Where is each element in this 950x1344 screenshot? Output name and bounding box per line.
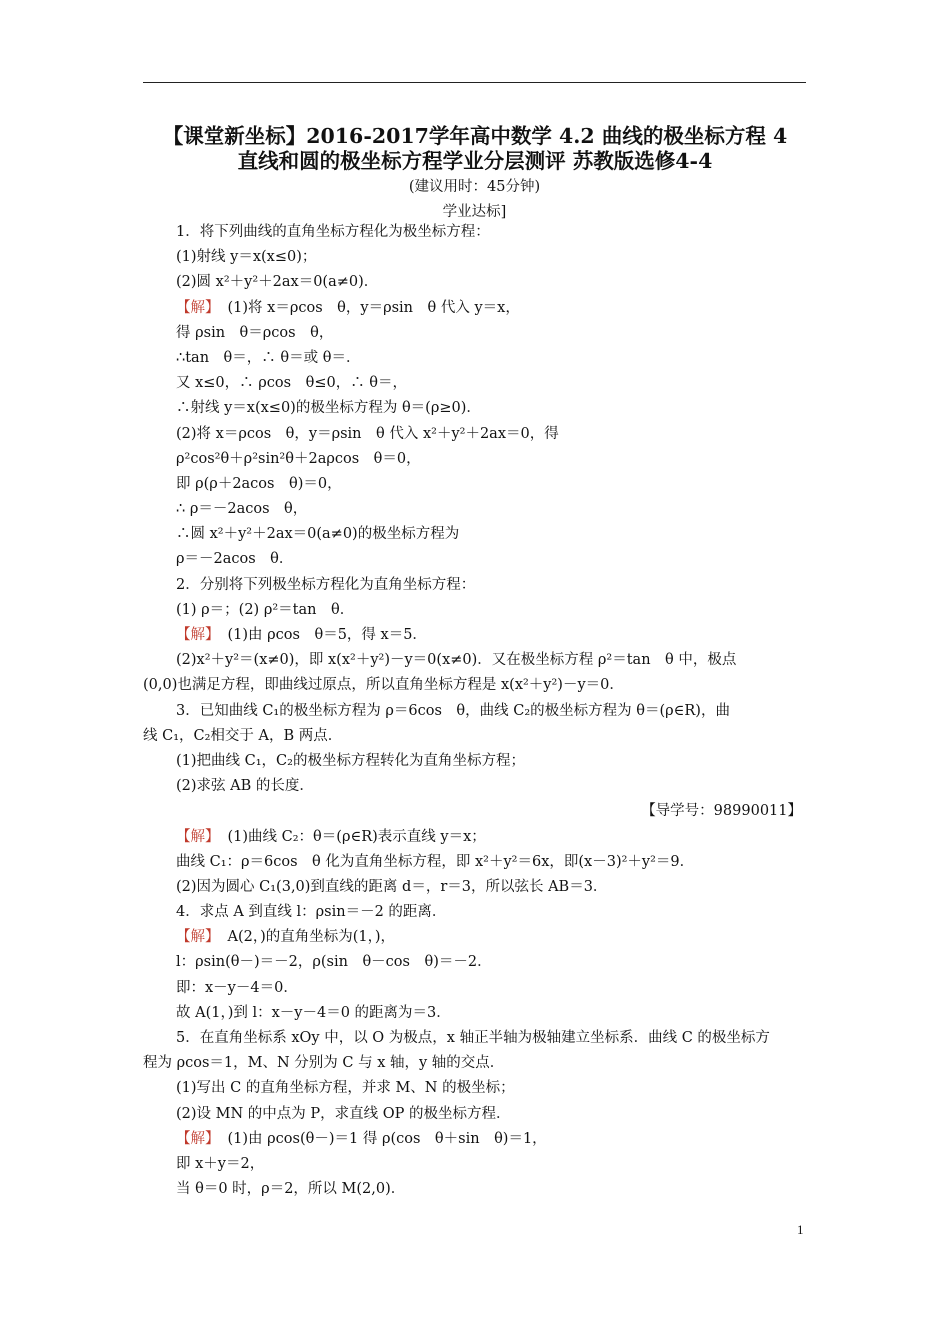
- line-text: (1)由 ρcos(θ－)＝1 得 ρ(cos θ＋sin θ)＝1，: [227, 1130, 547, 1147]
- line-text: (2)x²＋y²＝(x≠0)，即 x(x²＋y²)－y＝0(x≠0)．又在极坐标方程 ρ²＝tan θ 中，极点: [176, 652, 737, 669]
- line-text: (1)射线 y＝x(x≤0)；: [176, 249, 317, 266]
- text-line: [143, 673, 806, 698]
- line-text: (2)圆 x²＋y²＋2ax＝0(a≠0)．: [176, 274, 379, 291]
- line-text: 3．已知曲线 C₁的极坐标方程为 ρ＝6cos θ，曲线 C₂的极坐标方程为 θ＝(ρ∈R)，曲: [176, 702, 730, 719]
- text-line: [143, 950, 806, 975]
- line-text: (0,0)也满足方程，即曲线过原点，所以直角坐标方程是 x(x²＋y²)－y＝0．: [143, 677, 624, 694]
- line-text: 即 ρ(ρ＋2acos θ)＝0，: [176, 475, 342, 492]
- line-text: ρ²cos²θ＋ρ²sin²θ＋2aρcos θ＝0，: [176, 450, 421, 467]
- line-text: (1)将 x＝ρcos θ，y＝ρsin θ 代入 y＝x，: [227, 299, 520, 316]
- text-line: [143, 296, 806, 321]
- solution-tag: 【解】: [176, 1130, 220, 1147]
- text-line: [143, 774, 806, 799]
- line-text: (1)写出 C 的直角坐标方程，并求 M、N 的极坐标；: [176, 1080, 515, 1097]
- line-text: 得 ρsin θ＝ρcos θ，: [176, 324, 334, 341]
- line-text: A(2，)的直角坐标为(1，)，: [227, 929, 396, 946]
- title-line-1: 【课堂新坐标】2016-2017学年高中数学 4.2 曲线的极坐标方程 4: [162, 124, 788, 148]
- line-text: 故 A(1，)到 l：x－y－4＝0 的距离为＝3．: [176, 1004, 451, 1021]
- text-line: [143, 321, 806, 346]
- text-line: [143, 522, 806, 547]
- text-line: [143, 573, 806, 598]
- line-text: 2．分别将下列极坐标方程化为直角坐标方程：: [176, 576, 476, 593]
- line-text: 线 C₁，C₂相交于 A，B 两点．: [143, 727, 343, 744]
- text-line: [143, 497, 806, 522]
- text-line: [143, 422, 806, 447]
- text-line: [143, 1127, 806, 1152]
- document-title: [120, 124, 830, 174]
- line-text: ρ＝－2acos θ．: [176, 551, 294, 568]
- text-line: [143, 825, 806, 850]
- line-text: (1)由 ρcos θ＝5，得 x＝5．: [227, 627, 427, 643]
- text-line: [143, 396, 806, 421]
- line-text: (2)因为圆心 C₁(3,0)到直线的距离 d＝，r＝3，所以弦长 AB＝3．: [176, 878, 608, 895]
- text-line: [143, 1177, 806, 1202]
- text-line: [143, 1076, 806, 1101]
- text-line: [143, 245, 806, 270]
- line-text: (2)将 x＝ρcos θ，y＝ρsin θ 代入 x²＋y²＋2ax＝0，得: [176, 425, 559, 442]
- text-line: [143, 1152, 806, 1177]
- line-text: ∴tan θ＝，∴ θ＝或 θ＝．: [176, 349, 361, 366]
- text-line: [143, 447, 806, 472]
- time-note: (建议用时：45分钟): [408, 179, 541, 195]
- line-text: 即：x－y－4＝0．: [176, 979, 298, 996]
- text-line: [143, 925, 806, 950]
- text-line: [143, 472, 806, 497]
- text-line: [143, 598, 806, 623]
- line-text: 5．在直角坐标系 xOy 中，以 O 为极点，x 轴正半轴为极轴建立坐标系．曲线 C 的极坐标方: [176, 1030, 770, 1046]
- solution-tag: 【解】: [176, 627, 220, 643]
- line-text: (2)设 MN 的中点为 P，求直线 OP 的极坐标方程．: [176, 1105, 511, 1122]
- text-line: [143, 799, 806, 824]
- line-text: 【导学号：98990011】: [641, 803, 802, 820]
- page-number: 1: [797, 1222, 804, 1237]
- text-line: [143, 371, 806, 396]
- line-text: (2)求弦 AB 的长度．: [176, 778, 314, 795]
- line-text: ∴射线 y＝x(x≤0)的极坐标方程为 θ＝(ρ≥0)．: [176, 400, 481, 417]
- line-text: 曲线 C₁：ρ＝6cos θ 化为直角坐标方程，即 x²＋y²＝6x，即(x－3)²＋y²＝9．: [176, 853, 695, 870]
- line-text: ∴ ρ＝－2acos θ，: [176, 501, 308, 518]
- title-line-2: 直线和圆的极坐标方程学业分层测评 苏教版选修4-4: [237, 149, 713, 173]
- text-line: [143, 648, 806, 673]
- line-text: 当 θ＝0 时，ρ＝2，所以 M(2,0)．: [176, 1181, 406, 1198]
- document-body: [143, 220, 806, 1202]
- solution-tag: 【解】: [176, 929, 220, 946]
- text-line: [143, 976, 806, 1001]
- line-text: 即 x＋y＝2，: [176, 1155, 265, 1172]
- text-line: [143, 724, 806, 749]
- text-line: [143, 346, 806, 371]
- text-line: [143, 547, 806, 572]
- line-text: (1) ρ＝；(2) ρ²＝tan θ．: [176, 601, 355, 618]
- line-text: 4．求点 A 到直线 l：ρsin＝－2 的距离．: [176, 904, 447, 921]
- text-line: [143, 749, 806, 774]
- line-text: 又 x≤0，∴ ρcos θ≤0，∴ θ＝，: [176, 375, 408, 392]
- solution-tag: 【解】: [176, 299, 220, 316]
- header-rule: [143, 82, 806, 83]
- line-text: 程为 ρcos＝1，M、N 分别为 C 与 x 轴，y 轴的交点．: [143, 1055, 505, 1072]
- text-line: [143, 900, 806, 925]
- line-text: (1)曲线 C₂：θ＝(ρ∈R)表示直线 y＝x；: [227, 828, 486, 845]
- text-line: [143, 1051, 806, 1076]
- text-line: [143, 1001, 806, 1026]
- section-heading: 学业达标]: [442, 204, 507, 220]
- text-line: [143, 1102, 806, 1127]
- text-line: [143, 1026, 806, 1051]
- line-text: ∴圆 x²＋y²＋2ax＝0(a≠0)的极坐标方程为: [176, 526, 460, 543]
- text-line: [143, 699, 806, 724]
- line-text: l：ρsin(θ－)＝－2，ρ(sin θ－cos θ)＝－2．: [176, 954, 492, 971]
- text-line: [143, 875, 806, 900]
- text-line: [143, 270, 806, 295]
- line-text: (1)把曲线 C₁，C₂的极坐标方程转化为直角坐标方程；: [176, 752, 525, 769]
- text-line: [143, 850, 806, 875]
- text-line: [143, 623, 806, 648]
- text-line: [143, 220, 806, 245]
- solution-tag: 【解】: [176, 828, 220, 845]
- line-text: 1．将下列曲线的直角坐标方程化为极坐标方程：: [176, 224, 490, 240]
